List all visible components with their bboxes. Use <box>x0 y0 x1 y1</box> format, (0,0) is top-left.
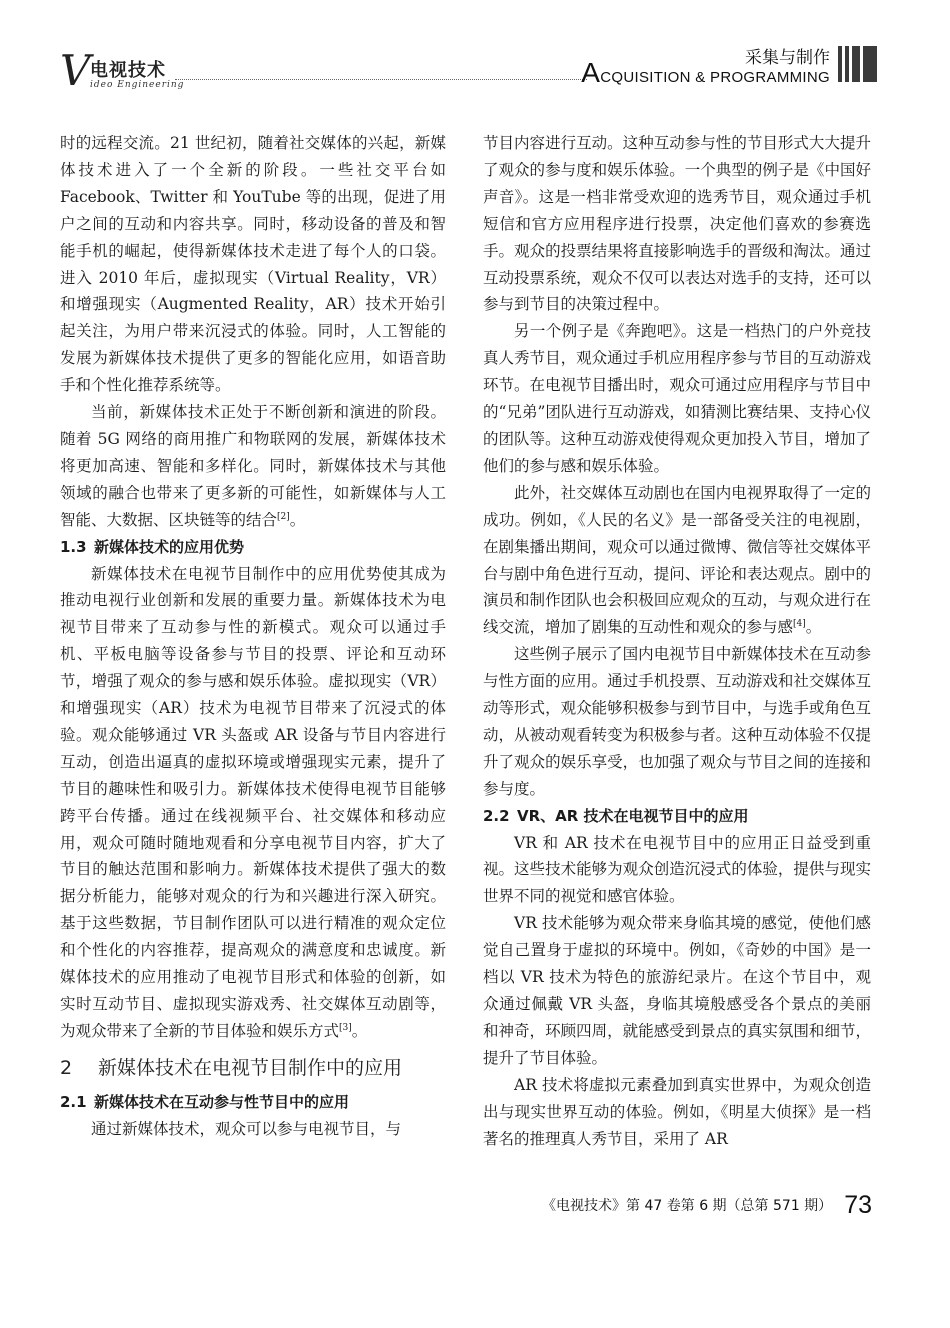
paragraph-end: 。 <box>805 618 822 637</box>
paragraph <box>483 480 871 641</box>
paragraph: VR 和 AR 技术在电视节目中的应用正日益受到重视。这些技术能够为观众创造沉浸式的体验，提供与现实世界不同的视觉和感官体验。 <box>483 833 871 906</box>
section-title-rest: CQUISITION & PROGRAMMING <box>600 69 830 86</box>
section-title-cn: 采集与制作 <box>745 48 830 68</box>
paragraph-text: 当前，新媒体技术正处于不断创新和演进的阶段。随着 5G 网络的商用推广和物联网的发展，新媒体技术将更加高速、智能和多样化。同时，新媒体技术与其他领域的融合也带来了更多新的可能性，如新媒体与人工智能、大数据、区块链等的结合 <box>60 403 446 529</box>
heading-text: 新媒体技术在互动参与性节目中的应用 <box>94 1092 350 1111</box>
heading-text: VR、AR 技术在电视节目中的应用 <box>517 806 749 825</box>
heading-2-1 <box>60 1089 446 1116</box>
citation-ref: [2] <box>277 511 290 522</box>
logo-mark: V <box>60 46 91 95</box>
page-footer <box>542 1191 872 1220</box>
journal-logo <box>60 46 240 96</box>
logo-title-en: ideo Engineering <box>90 80 185 90</box>
paragraph <box>60 399 446 534</box>
heading-1-3 <box>60 538 244 556</box>
heading-text: 新媒体技术的应用优势 <box>94 537 245 556</box>
paragraph-text: 新媒体技术在电视节目制作中的应用优势使其成为推动电视行业创新和发展的重要力量。新媒体技术为电视节目带来了互动参与性的新模式。观众可以通过手机、平板电脑等设备参与节目的投票、评论和互动环节，增强了观众的参与感和娱乐体验。虚拟现实（VR）和增强现实（AR）技术为电视节目带来了沉浸式的体验。观众能够通过 VR 头盔或 AR 设备与节目内容进行互动，创造出逼真的虚拟环境或增强现实元素，提升了节目的趣味性和吸引力。新媒体技术使得电视节目能够跨平台传播。通过在线视频平台、社交媒体和移动应用，观众可随时随地观看和分享电视节目内容，扩大了节目的触达范围和影响力。新媒体技术提供了强大的数据分析能力，能够对观众的行为和兴趣进行深入研究。基于这些数据，节目制作团队可以进行精准的观众定位和个性化的内容推荐，提高观众的满意度和忠诚度。新媒体技术的应用推动了电视节目形式和体验的创新，如实时互动节目、虚拟现实游戏秀、社交媒体互动剧等，为观众带来了全新的节目体验和娱乐方式 <box>60 564 446 1040</box>
paragraph: 这些例子展示了国内电视节目中新媒体技术在互动参与性方面的应用。通过手机投票、互动游戏和社交媒体互动等形式，观众能够积极参与到节目中，与选手或角色互动，从被动观看转变为积极参与者。这种互动体验不仅提升了观众的娱乐享受，也加强了观众与节目之间的连接和参与度。 <box>483 645 871 798</box>
citation-ref: [4] <box>793 619 806 630</box>
heading-number: 2 <box>60 1056 73 1079</box>
paragraph: 时的远程交流。21 世纪初，随着社交媒体的兴起，新媒体技术进入了一个全新的阶段。一些社交平台如 Facebook、Twitter 和 YouTube 等的出现，促进了用户之间的互动和内容共享。同时，移动设备的普及和智能手机的崛起，使得新媒体技术走进了每个人的口袋。进入 2010 年后，虚拟现实（Virtual Reality，VR）和增强现实（Augmented Reality，AR）技术开始引起关注，为用户带来沉浸式的体验。同时，人工智能的发展为新媒体技术提供了更多的智能化应用，如语音助手和个性化推荐系统等。 <box>60 134 446 395</box>
right-column <box>483 130 871 1152</box>
heading-number: 2.1 <box>60 1092 87 1111</box>
header-divider <box>175 79 587 80</box>
heading-number: 2.2 <box>483 806 510 825</box>
paragraph <box>60 561 446 1045</box>
paragraph-end: 。 <box>351 1021 368 1040</box>
header-bars-decoration <box>838 46 882 82</box>
paragraph: 通过新媒体技术，观众可以参与电视节目，与 <box>91 1119 402 1138</box>
paragraph-end: 。 <box>289 510 306 529</box>
logo-title-cn: 电视技术 <box>90 60 166 81</box>
section-title-initial: A <box>581 57 601 88</box>
heading-text: 新媒体技术在电视节目制作中的应用 <box>98 1056 403 1079</box>
heading-number: 1.3 <box>60 537 87 556</box>
journal-citation: 《电视技术》第 47 卷第 6 期（总第 571 期） <box>542 1198 833 1214</box>
page-number: 73 <box>844 1191 872 1219</box>
paragraph-text: 此外，社交媒体互动剧也在国内电视界取得了一定的成功。例如，《人民的名义》是一部备受关注的电视剧，在剧集播出期间，观众可以通过微博、微信等社交媒体平台与剧中角色进行互动，提问、评论和表达观点。剧中的演员和制作团队也会积极回应观众的互动，与观众进行在线交流，增加了剧集的互动性和观众的参与感 <box>483 483 871 637</box>
paragraph: AR 技术将虚拟元素叠加到真实世界中，为观众创造出与现实世界互动的体验。例如，《明星大侦探》是一档著名的推理真人秀节目，采用了 AR <box>483 1075 871 1148</box>
heading-section-2 <box>60 1053 446 1083</box>
paragraph: 另一个例子是《奔跑吧》。这是一档热门的户外竞技真人秀节目，观众通过手机应用程序参与节目的互动游戏环节。在电视节目播出时，观众可通过应用程序与节目中的“兄弟”团队进行互动游戏，如猜测比赛结果、支持心仪的团队等。这种互动游戏使得观众更加投入节目，增加了他们的参与感和娱乐体验。 <box>483 322 871 475</box>
heading-2-2 <box>483 803 871 830</box>
paragraph: VR 技术能够为观众带来身临其境的感觉，使他们感觉自己置身于虚拟的环境中。例如，《奇妙的中国》是一档以 VR 技术为特色的旅游纪录片。在这个节目中，观众通过佩戴 VR 头盔，身临其境般感受各个景点的美丽和神奇，环顾四周，就能感受到景点的真实氛围和细节，提升了节目体验。 <box>483 914 871 1067</box>
left-column <box>60 130 446 1143</box>
citation-ref: [3] <box>339 1022 352 1033</box>
paragraph: 节目内容进行互动。这种互动参与性的节目形式大大提升了观众的参与度和娱乐体验。一个典型的例子是《中国好声音》。这是一档非常受欢迎的选秀节目，观众通过手机短信和官方应用程序进行投票，决定他们喜欢的参赛选手。观众的投票结果将直接影响选手的晋级和淘汰。通过互动投票系统，观众不仅可以表达对选手的支持，还可以参与到节目的决策过程中。 <box>483 134 871 314</box>
